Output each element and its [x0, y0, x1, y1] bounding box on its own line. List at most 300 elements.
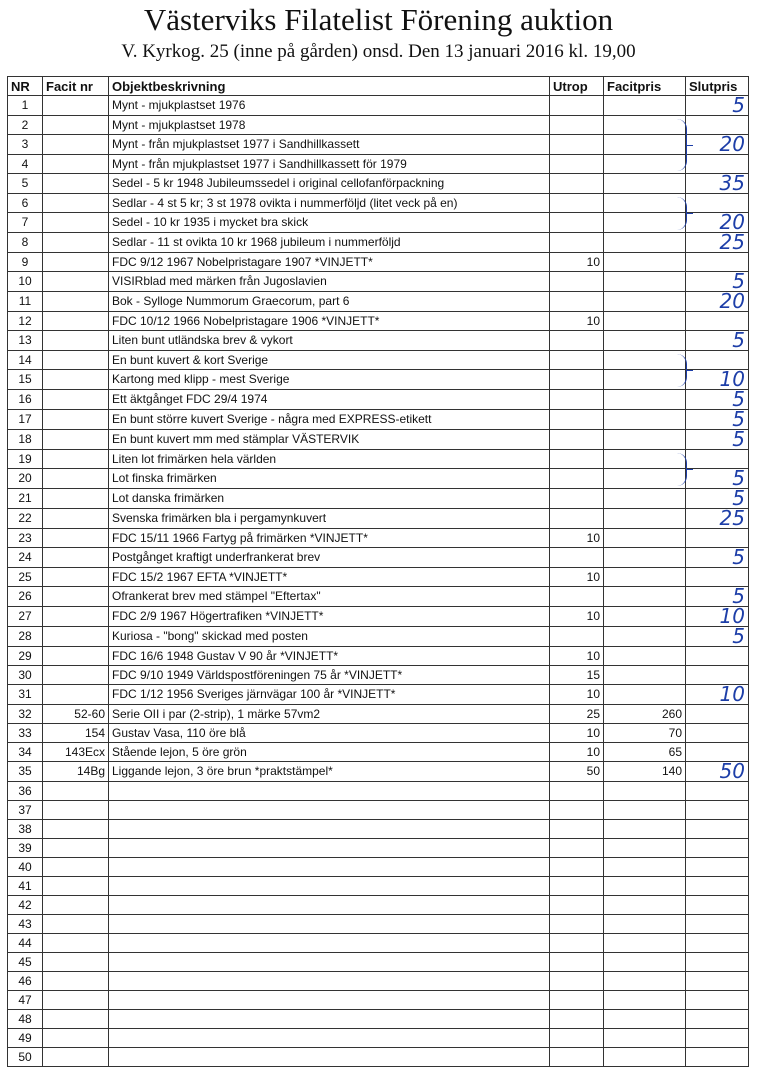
lot-number: 33: [8, 724, 43, 743]
starting-price: [550, 509, 604, 529]
lot-number: 11: [8, 292, 43, 312]
starting-price: 10: [550, 685, 604, 705]
handwritten-final-price: 5: [732, 407, 745, 431]
handwritten-final-price: 5: [732, 624, 745, 648]
lot-description: Kartong med klipp - mest Sverige: [109, 370, 550, 390]
facit-number: [43, 548, 109, 568]
lot-description: [109, 896, 550, 915]
lot-description: Stående lejon, 5 öre grön: [109, 743, 550, 762]
starting-price: [550, 292, 604, 312]
handwritten-bracket: [676, 197, 687, 230]
lot-number: 28: [8, 627, 43, 647]
table-row: [8, 1029, 749, 1048]
facit-number: [43, 782, 109, 801]
facit-number: [43, 896, 109, 915]
facit-number: [43, 489, 109, 509]
table-row: [8, 685, 749, 705]
lot-description: En bunt kuvert mm med stämplar VÄSTERVIK: [109, 430, 550, 450]
table-row: [8, 489, 749, 509]
final-price-cell: [686, 724, 749, 743]
lot-number: 8: [8, 233, 43, 253]
page-subtitle: V. Kyrkog. 25 (inne på gården) onsd. Den 13 januari 2016 kl. 19,00: [121, 41, 636, 62]
table-row: [8, 450, 749, 469]
lot-description: FDC 16/6 1948 Gustav V 90 år *VINJETT*: [109, 647, 550, 666]
table-row: [8, 135, 749, 155]
starting-price: [550, 390, 604, 410]
lot-number: 32: [8, 705, 43, 724]
catalogue-price: [604, 272, 686, 292]
lot-number: 9: [8, 253, 43, 272]
handwritten-final-price: 35: [719, 171, 745, 195]
facit-number: [43, 194, 109, 213]
lot-description: Mynt - från mjukplastset 1977 i Sandhillkassett för 1979: [109, 155, 550, 174]
lot-description: Bok - Sylloge Nummorum Graecorum, part 6: [109, 292, 550, 312]
table-row: [8, 233, 749, 253]
table-row: [8, 529, 749, 548]
table-row: [8, 1048, 749, 1067]
facit-number: [43, 116, 109, 135]
table-row: [8, 724, 749, 743]
table-row: [8, 390, 749, 410]
starting-price: 10: [550, 607, 604, 627]
facit-number: [43, 155, 109, 174]
starting-price: [550, 972, 604, 991]
lot-number: 17: [8, 410, 43, 430]
facit-number: [43, 509, 109, 529]
facit-number: [43, 272, 109, 292]
starting-price: [550, 991, 604, 1010]
lot-description: [109, 782, 550, 801]
final-price-cell: [686, 171, 749, 195]
lot-number: 43: [8, 915, 43, 934]
table-row: [8, 801, 749, 820]
handwritten-final-price: 50: [719, 759, 745, 783]
lot-number: 46: [8, 972, 43, 991]
lot-number: 35: [8, 762, 43, 782]
lot-description: Svenska frimärken bla i pergamynkuvert: [109, 509, 550, 529]
lot-number: 49: [8, 1029, 43, 1048]
table-row: [8, 194, 749, 213]
facit-number: [43, 1029, 109, 1048]
lot-description: Liggande lejon, 3 öre brun *praktstämpel*: [109, 762, 550, 782]
handwritten-final-price: 20: [719, 132, 745, 156]
final-price-cell: [686, 801, 749, 820]
final-price-cell: [686, 934, 749, 953]
facit-number: [43, 213, 109, 233]
final-price-cell: [686, 624, 749, 648]
lot-description: Sedel - 5 kr 1948 Jubileumssedel i original cellofanförpackning: [109, 174, 550, 194]
lot-description: Liten lot frimärken hela världen: [109, 450, 550, 469]
catalogue-price: [604, 666, 686, 685]
facit-number: [43, 991, 109, 1010]
lot-description: [109, 820, 550, 839]
starting-price: [550, 410, 604, 430]
starting-price: [550, 1048, 604, 1067]
table-header-row: [8, 77, 749, 96]
starting-price: [550, 820, 604, 839]
final-price-cell: [686, 991, 749, 1010]
catalogue-price: [604, 820, 686, 839]
table-row: [8, 743, 749, 762]
facit-number: [43, 953, 109, 972]
catalogue-price: [604, 685, 686, 705]
starting-price: [550, 489, 604, 509]
lot-description: [109, 972, 550, 991]
starting-price: [550, 627, 604, 647]
lot-number: 14: [8, 351, 43, 370]
facit-number: [43, 450, 109, 469]
facit-number: [43, 331, 109, 351]
lot-number: 12: [8, 312, 43, 331]
catalogue-price: [604, 469, 686, 489]
lot-description: [109, 839, 550, 858]
starting-price: 10: [550, 724, 604, 743]
facit-number: [43, 666, 109, 685]
column-header-facit-nr: Facit nr: [43, 77, 109, 96]
lot-number: 21: [8, 489, 43, 509]
lot-description: FDC 9/12 1967 Nobelpristagare 1907 *VINJETT*: [109, 253, 550, 272]
table-row: [8, 934, 749, 953]
lot-number: 19: [8, 450, 43, 469]
lot-description: VISIRblad med märken från Jugoslavien: [109, 272, 550, 292]
table-row: [8, 96, 749, 116]
facit-number: [43, 839, 109, 858]
lot-description: En bunt större kuvert Sverige - några med EXPRESS-etikett: [109, 410, 550, 430]
table-row: [8, 272, 749, 292]
starting-price: [550, 194, 604, 213]
facit-number: [43, 253, 109, 272]
table-row: [8, 877, 749, 896]
facit-number: [43, 568, 109, 587]
facit-number: [43, 934, 109, 953]
facit-number: [43, 972, 109, 991]
table-row: [8, 972, 749, 991]
table-row: [8, 253, 749, 272]
facit-number: [43, 647, 109, 666]
catalogue-price: [604, 155, 686, 174]
catalogue-price: [604, 430, 686, 450]
handwritten-final-price: 5: [732, 93, 745, 117]
starting-price: [550, 430, 604, 450]
final-price-cell: [686, 858, 749, 877]
catalogue-price: [604, 627, 686, 647]
lot-number: 45: [8, 953, 43, 972]
catalogue-price: [604, 116, 686, 135]
handwritten-final-price: 5: [732, 269, 745, 293]
lot-description: [109, 1048, 550, 1067]
catalogue-price: [604, 509, 686, 529]
table-row: [8, 666, 749, 685]
lot-description: Sedlar - 11 st ovikta 10 kr 1968 jubileum i nummerföljd: [109, 233, 550, 253]
lot-number: 6: [8, 194, 43, 213]
catalogue-price: [604, 782, 686, 801]
final-price-cell: [686, 1010, 749, 1029]
facit-number: [43, 135, 109, 155]
handwritten-bracket: [676, 119, 687, 171]
lot-number: 2: [8, 116, 43, 135]
starting-price: [550, 174, 604, 194]
catalogue-price: [604, 1029, 686, 1048]
handwritten-final-price: 10: [719, 682, 745, 706]
starting-price: [550, 548, 604, 568]
catalogue-price: [604, 607, 686, 627]
facit-number: [43, 174, 109, 194]
table-row: [8, 331, 749, 351]
lot-description: Postgånget kraftigt underfrankerat brev: [109, 548, 550, 568]
lot-description: Lot danska frimärken: [109, 489, 550, 509]
final-price-cell: [686, 1048, 749, 1067]
facit-number: [43, 233, 109, 253]
handwritten-final-price: 5: [732, 584, 745, 608]
final-price-cell: [686, 132, 749, 156]
lot-number: 5: [8, 174, 43, 194]
lot-number: 30: [8, 666, 43, 685]
column-header-slutpris: Slutpris: [686, 77, 749, 96]
starting-price: [550, 331, 604, 351]
facit-number: 14Bg: [43, 762, 109, 782]
catalogue-price: [604, 1048, 686, 1067]
lot-number: 15: [8, 370, 43, 390]
facit-number: [43, 430, 109, 450]
lot-description: Mynt - mjukplastset 1978: [109, 116, 550, 135]
starting-price: 50: [550, 762, 604, 782]
lot-number: 10: [8, 272, 43, 292]
table-row: [8, 174, 749, 194]
catalogue-price: [604, 858, 686, 877]
lot-description: Sedlar - 4 st 5 kr; 3 st 1978 ovikta i nummerföljd (litet veck på en): [109, 194, 550, 213]
lot-description: Gustav Vasa, 110 öre blå: [109, 724, 550, 743]
lot-description: FDC 9/10 1949 Världspostföreningen 75 år *VINJETT*: [109, 666, 550, 685]
catalogue-price: [604, 174, 686, 194]
lot-description: Kuriosa - "bong" skickad med posten: [109, 627, 550, 647]
table-row: [8, 820, 749, 839]
auction-table: [7, 76, 749, 1067]
starting-price: [550, 1029, 604, 1048]
table-row: [8, 705, 749, 724]
lot-description: [109, 953, 550, 972]
final-price-cell: [686, 1029, 749, 1048]
lot-description: [109, 915, 550, 934]
starting-price: [550, 116, 604, 135]
table-row: [8, 116, 749, 135]
lot-description: Liten bunt utländska brev & vykort: [109, 331, 550, 351]
catalogue-price: [604, 587, 686, 607]
lot-number: 37: [8, 801, 43, 820]
table-row: [8, 155, 749, 174]
catalogue-price: [604, 801, 686, 820]
facit-number: [43, 587, 109, 607]
column-header-nr: NR: [8, 77, 43, 96]
lot-number: 20: [8, 469, 43, 489]
lot-number: 47: [8, 991, 43, 1010]
facit-number: [43, 627, 109, 647]
handwritten-final-price: 5: [732, 466, 745, 490]
table-row: [8, 410, 749, 430]
handwritten-final-price: 25: [719, 506, 745, 530]
lot-number: 18: [8, 430, 43, 450]
table-row: [8, 607, 749, 627]
starting-price: 10: [550, 529, 604, 548]
lot-description: [109, 801, 550, 820]
table-row: [8, 627, 749, 647]
lot-number: 40: [8, 858, 43, 877]
table-row: [8, 469, 749, 489]
starting-price: [550, 469, 604, 489]
catalogue-price: [604, 450, 686, 469]
lot-number: 41: [8, 877, 43, 896]
final-price-cell: [686, 972, 749, 991]
catalogue-price: [604, 351, 686, 370]
lot-number: 31: [8, 685, 43, 705]
starting-price: 10: [550, 568, 604, 587]
facit-number: [43, 801, 109, 820]
handwritten-final-price: 5: [732, 486, 745, 510]
table-row: [8, 896, 749, 915]
facit-number: [43, 390, 109, 410]
lot-description: [109, 1010, 550, 1029]
catalogue-price: [604, 331, 686, 351]
lot-description: Ett äktgånget FDC 29/4 1974: [109, 390, 550, 410]
catalogue-price: [604, 253, 686, 272]
lot-number: 44: [8, 934, 43, 953]
handwritten-bracket: [676, 453, 687, 486]
lot-description: Lot finska frimärken: [109, 469, 550, 489]
table-row: [8, 991, 749, 1010]
lot-number: 27: [8, 607, 43, 627]
final-price-cell: [686, 647, 749, 666]
table-row: [8, 647, 749, 666]
starting-price: 25: [550, 705, 604, 724]
catalogue-price: [604, 972, 686, 991]
handwritten-final-price: 5: [732, 427, 745, 451]
table-row: [8, 953, 749, 972]
starting-price: [550, 450, 604, 469]
lot-description: [109, 877, 550, 896]
catalogue-price: [604, 877, 686, 896]
starting-price: [550, 877, 604, 896]
table-row: [8, 430, 749, 450]
catalogue-price: [604, 647, 686, 666]
lot-number: 7: [8, 213, 43, 233]
catalogue-price: [604, 991, 686, 1010]
table-row: [8, 1010, 749, 1029]
catalogue-price: [604, 213, 686, 233]
lot-description: Mynt - från mjukplastset 1977 i Sandhillkassett: [109, 135, 550, 155]
table-row: [8, 292, 749, 312]
facit-number: [43, 410, 109, 430]
table-row: [8, 782, 749, 801]
lot-description: FDC 15/2 1967 EFTA *VINJETT*: [109, 568, 550, 587]
catalogue-price: [604, 233, 686, 253]
final-price-cell: [686, 953, 749, 972]
lot-number: 1: [8, 96, 43, 116]
facit-number: [43, 607, 109, 627]
final-price-cell: [686, 705, 749, 724]
catalogue-price: [604, 390, 686, 410]
handwritten-final-price: 5: [732, 328, 745, 352]
starting-price: 10: [550, 647, 604, 666]
lot-number: 42: [8, 896, 43, 915]
catalogue-price: [604, 934, 686, 953]
column-header-utrop: Utrop: [550, 77, 604, 96]
table-row: [8, 548, 749, 568]
table-row: [8, 839, 749, 858]
catalogue-price: [604, 370, 686, 390]
catalogue-price: [604, 1010, 686, 1029]
starting-price: 10: [550, 312, 604, 331]
lot-number: 39: [8, 839, 43, 858]
starting-price: 10: [550, 743, 604, 762]
starting-price: [550, 782, 604, 801]
facit-number: [43, 312, 109, 331]
starting-price: [550, 155, 604, 174]
lot-number: 26: [8, 587, 43, 607]
final-price-cell: [686, 915, 749, 934]
catalogue-price: [604, 839, 686, 858]
final-price-cell: [686, 545, 749, 569]
lot-number: 38: [8, 820, 43, 839]
lot-number: 34: [8, 743, 43, 762]
facit-number: [43, 820, 109, 839]
final-price-cell: [686, 289, 749, 313]
lot-description: [109, 858, 550, 877]
catalogue-price: [604, 410, 686, 430]
catalogue-price: [604, 896, 686, 915]
starting-price: [550, 370, 604, 390]
final-price-cell: [686, 896, 749, 915]
final-price-cell: [686, 877, 749, 896]
final-price-cell: [686, 820, 749, 839]
lot-number: 3: [8, 135, 43, 155]
starting-price: [550, 351, 604, 370]
starting-price: [550, 934, 604, 953]
handwritten-final-price: 20: [719, 210, 745, 234]
starting-price: [550, 858, 604, 877]
starting-price: [550, 801, 604, 820]
handwritten-final-price: 25: [719, 230, 745, 254]
column-header-facitpris: Facitpris: [604, 77, 686, 96]
lot-description: [109, 1029, 550, 1048]
handwritten-final-price: 5: [732, 387, 745, 411]
lot-description: [109, 991, 550, 1010]
catalogue-price: [604, 312, 686, 331]
lot-number: 29: [8, 647, 43, 666]
lot-description: FDC 2/9 1967 Högertrafiken *VINJETT*: [109, 607, 550, 627]
final-price-cell: [686, 759, 749, 783]
starting-price: [550, 272, 604, 292]
column-header-description: Objektbeskrivning: [109, 77, 550, 96]
lot-number: 24: [8, 548, 43, 568]
page-title: Västerviks Filatelist Förening auktion: [143, 2, 614, 37]
table-row: [8, 213, 749, 233]
facit-number: [43, 96, 109, 116]
handwritten-final-price: 10: [719, 604, 745, 628]
final-price-cell: [686, 682, 749, 706]
table-row: [8, 370, 749, 390]
starting-price: [550, 839, 604, 858]
facit-number: 143Ecx: [43, 743, 109, 762]
lot-description: FDC 1/12 1956 Sveriges järnvägar 100 år *VINJETT*: [109, 685, 550, 705]
final-price-cell: [686, 230, 749, 254]
catalogue-price: [604, 292, 686, 312]
starting-price: [550, 953, 604, 972]
facit-number: [43, 915, 109, 934]
catalogue-price: 65: [604, 743, 686, 762]
final-price-cell: [686, 328, 749, 352]
table-row: [8, 312, 749, 331]
facit-number: [43, 858, 109, 877]
lot-number: 4: [8, 155, 43, 174]
